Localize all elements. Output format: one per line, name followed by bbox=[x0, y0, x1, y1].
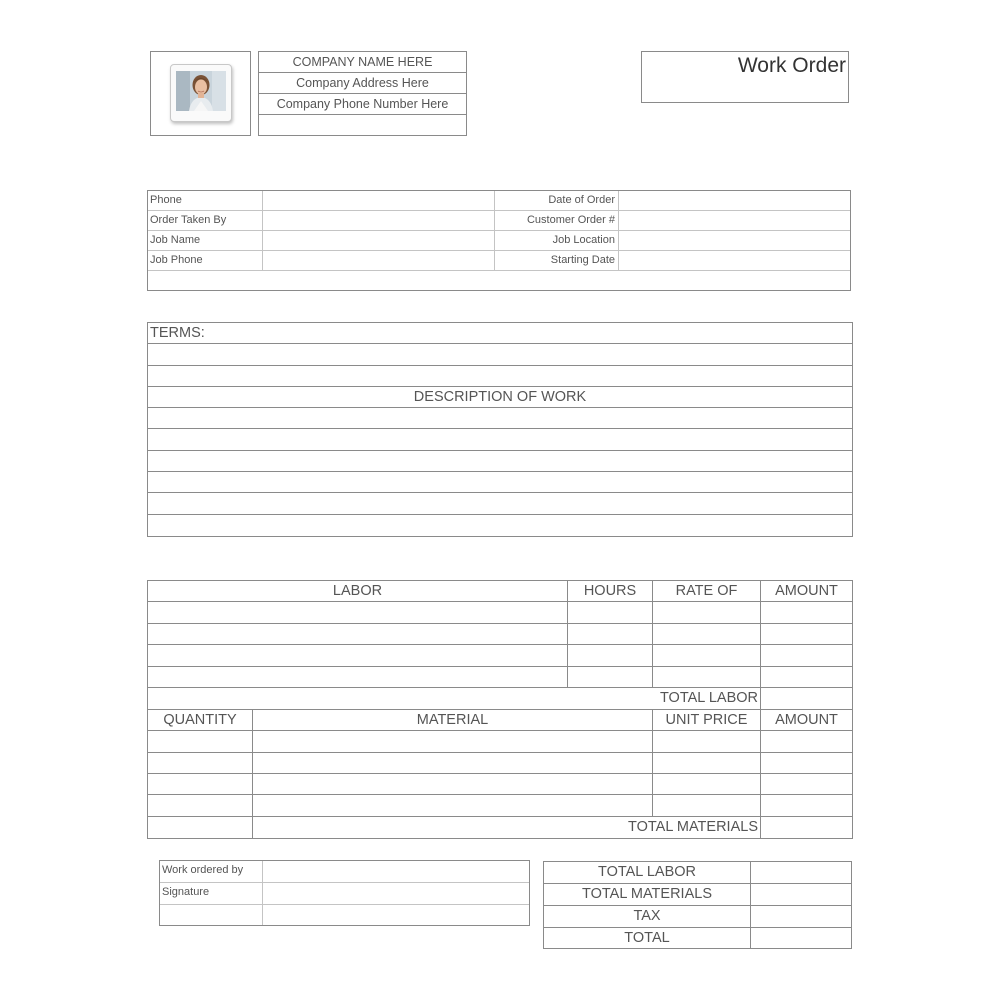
amount-cell[interactable] bbox=[761, 602, 852, 622]
hours-cell[interactable] bbox=[568, 667, 653, 687]
title-box bbox=[641, 51, 849, 103]
job-phone-field[interactable] bbox=[263, 251, 495, 270]
company-extra-field[interactable] bbox=[259, 115, 466, 135]
amount-cell[interactable] bbox=[761, 731, 852, 751]
summary-total-materials-label: TOTAL MATERIALS bbox=[544, 884, 751, 905]
labor-cell[interactable] bbox=[148, 602, 568, 622]
amount-cell[interactable] bbox=[761, 624, 852, 644]
terms-description-table bbox=[147, 322, 853, 537]
labor-row bbox=[148, 624, 852, 645]
work-ordered-by-label: Work ordered by bbox=[160, 861, 263, 882]
hours-header: HOURS bbox=[568, 581, 653, 601]
summary-total-labor-row[interactable] bbox=[544, 862, 851, 884]
summary-total-label: TOTAL bbox=[544, 928, 751, 948]
labor-row bbox=[148, 667, 852, 688]
unit-price-cell[interactable] bbox=[653, 753, 761, 773]
date-of-order-label: Date of Order bbox=[495, 191, 619, 210]
material-cell[interactable] bbox=[253, 731, 653, 751]
quantity-header: QUANTITY bbox=[148, 710, 253, 730]
material-row bbox=[148, 753, 852, 774]
amount-cell[interactable] bbox=[761, 753, 852, 773]
starting-date-field[interactable] bbox=[619, 251, 850, 270]
labor-material-table bbox=[147, 580, 853, 839]
signature-box bbox=[159, 860, 530, 926]
signature-row bbox=[160, 883, 529, 905]
total-materials-row bbox=[148, 817, 852, 838]
person-photo-icon bbox=[176, 71, 226, 111]
description-line[interactable] bbox=[148, 493, 852, 514]
job-name-label: Job Name bbox=[148, 231, 263, 250]
labor-header-row bbox=[148, 581, 852, 602]
amount-cell[interactable] bbox=[761, 667, 852, 687]
unit-price-cell[interactable] bbox=[653, 795, 761, 815]
signature-label: Signature bbox=[160, 883, 263, 904]
page-title: Work Order bbox=[737, 54, 846, 77]
rate-cell[interactable] bbox=[653, 667, 761, 687]
hours-cell[interactable] bbox=[568, 602, 653, 622]
description-line[interactable] bbox=[148, 429, 852, 450]
quantity-cell[interactable] bbox=[148, 795, 253, 815]
quantity-cell[interactable] bbox=[148, 774, 253, 794]
job-location-field[interactable] bbox=[619, 231, 850, 250]
labor-cell[interactable] bbox=[148, 624, 568, 644]
amount-cell[interactable] bbox=[761, 795, 852, 815]
labor-cell[interactable] bbox=[148, 645, 568, 665]
description-line[interactable] bbox=[148, 451, 852, 472]
quantity-cell[interactable] bbox=[148, 817, 253, 838]
material-cell[interactable] bbox=[253, 753, 653, 773]
order-info-table bbox=[147, 190, 851, 291]
amount-cell[interactable] bbox=[761, 774, 852, 794]
company-name[interactable]: COMPANY NAME HERE bbox=[259, 52, 466, 73]
totals-box bbox=[543, 861, 852, 949]
job-location-label: Job Location bbox=[495, 231, 619, 250]
job-phone-label: Job Phone bbox=[148, 251, 263, 270]
rate-cell[interactable] bbox=[653, 624, 761, 644]
order-info-row bbox=[148, 211, 850, 231]
blank-label-cell bbox=[160, 905, 263, 925]
total-labor-row bbox=[148, 688, 852, 709]
customer-order-label: Customer Order # bbox=[495, 211, 619, 230]
total-materials-label: TOTAL MATERIALS bbox=[253, 817, 761, 838]
labor-row bbox=[148, 602, 852, 623]
phone-field[interactable] bbox=[263, 191, 495, 210]
quantity-cell[interactable] bbox=[148, 753, 253, 773]
hours-cell[interactable] bbox=[568, 645, 653, 665]
order-taken-by-label: Order Taken By bbox=[148, 211, 263, 230]
material-row bbox=[148, 774, 852, 795]
description-line[interactable] bbox=[148, 408, 852, 429]
job-name-field[interactable] bbox=[263, 231, 495, 250]
company-phone[interactable]: Company Phone Number Here bbox=[259, 94, 466, 115]
material-row bbox=[148, 795, 852, 816]
ordered-by-row bbox=[160, 861, 529, 883]
rate-cell[interactable] bbox=[653, 602, 761, 622]
terms-line[interactable] bbox=[148, 344, 852, 365]
terms-label: TERMS: bbox=[148, 323, 852, 344]
material-header: MATERIAL bbox=[253, 710, 653, 730]
description-line[interactable] bbox=[148, 472, 852, 493]
order-info-row bbox=[148, 231, 850, 251]
quantity-cell[interactable] bbox=[148, 731, 253, 751]
rate-header: RATE OF bbox=[653, 581, 761, 601]
starting-date-label: Starting Date bbox=[495, 251, 619, 270]
material-amount-header: AMOUNT bbox=[775, 711, 838, 728]
labor-header: LABOR bbox=[148, 581, 568, 601]
material-header-row bbox=[148, 710, 852, 731]
description-line[interactable] bbox=[148, 515, 852, 536]
phone-label: Phone bbox=[148, 191, 263, 210]
order-info-blank-row[interactable] bbox=[148, 271, 850, 290]
rate-cell[interactable] bbox=[653, 645, 761, 665]
hours-cell[interactable] bbox=[568, 624, 653, 644]
material-cell[interactable] bbox=[253, 795, 653, 815]
summary-total-labor-label: TOTAL LABOR bbox=[544, 862, 751, 883]
order-taken-by-field[interactable] bbox=[263, 211, 495, 230]
description-of-work-heading: DESCRIPTION OF WORK bbox=[148, 387, 852, 408]
summary-tax-row[interactable] bbox=[544, 906, 851, 928]
unit-price-header: UNIT PRICE bbox=[653, 710, 761, 730]
material-cell[interactable] bbox=[253, 774, 653, 794]
total-labor-label: TOTAL LABOR bbox=[148, 688, 761, 708]
labor-row bbox=[148, 645, 852, 666]
signature-blank-row[interactable] bbox=[160, 905, 529, 925]
unit-price-cell[interactable] bbox=[653, 774, 761, 794]
labor-cell[interactable] bbox=[148, 667, 568, 687]
date-of-order-field[interactable] bbox=[619, 191, 850, 210]
unit-price-cell[interactable] bbox=[653, 731, 761, 751]
terms-line[interactable] bbox=[148, 366, 852, 387]
order-info-row bbox=[148, 191, 850, 211]
material-row bbox=[148, 731, 852, 752]
company-logo-box bbox=[150, 51, 251, 136]
company-info-box bbox=[258, 51, 467, 136]
total-labor-amount[interactable] bbox=[761, 688, 852, 708]
amount-cell[interactable] bbox=[761, 645, 852, 665]
company-address[interactable]: Company Address Here bbox=[259, 73, 466, 94]
summary-total-materials-row[interactable] bbox=[544, 884, 851, 906]
customer-order-field[interactable] bbox=[619, 211, 850, 230]
total-materials-amount[interactable] bbox=[761, 817, 852, 838]
labor-amount-header: AMOUNT bbox=[775, 583, 838, 599]
summary-total-row[interactable] bbox=[544, 928, 851, 948]
logo-frame bbox=[170, 64, 232, 122]
summary-tax-label: TAX bbox=[544, 906, 751, 927]
order-info-row bbox=[148, 251, 850, 271]
